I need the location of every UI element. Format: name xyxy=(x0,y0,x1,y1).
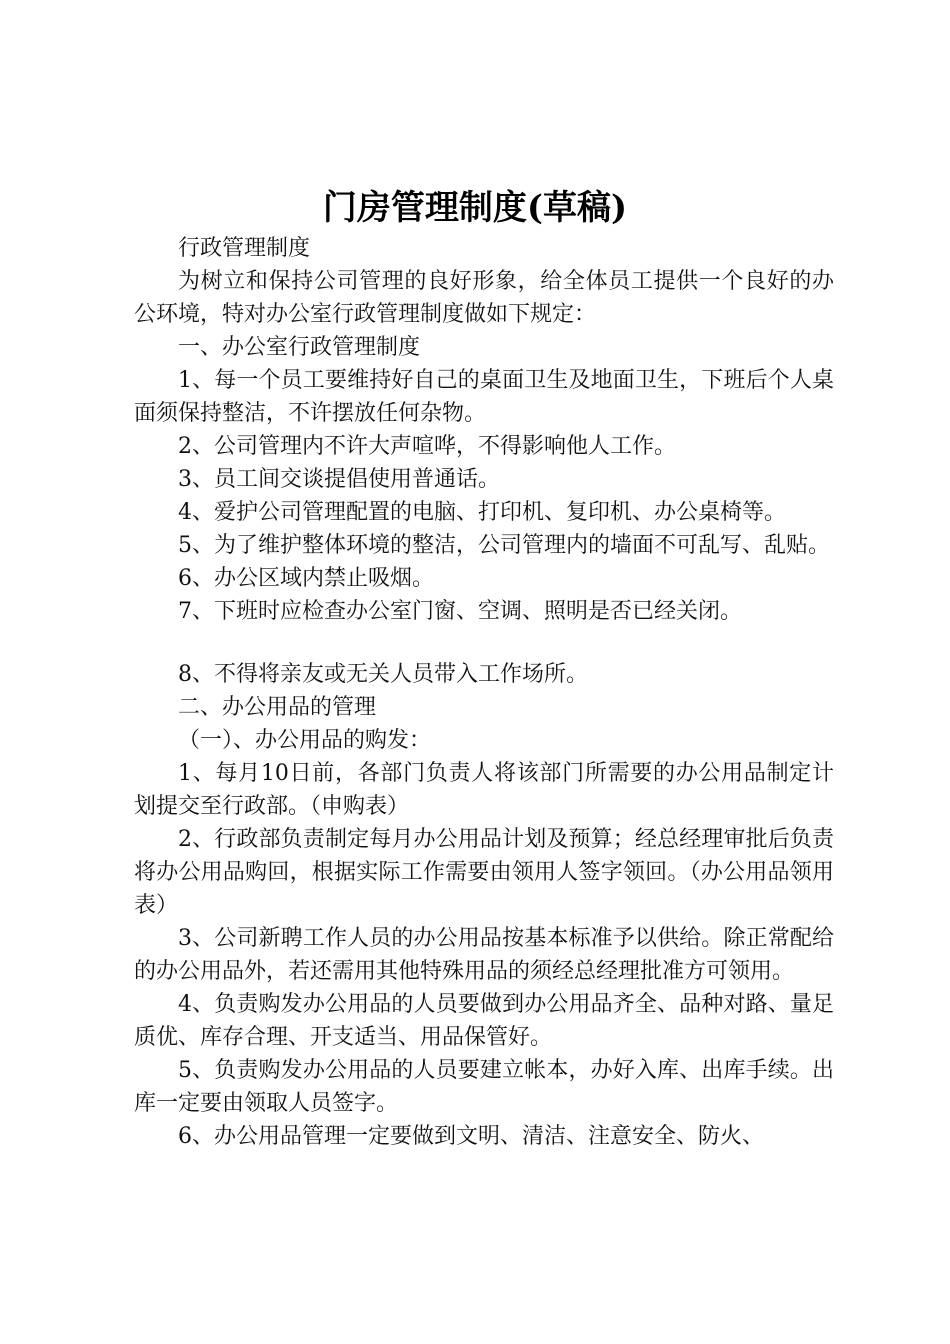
document-title: 门房管理制度(草稿) xyxy=(322,188,628,228)
paragraph-heading-admin: 行政管理制度 xyxy=(178,236,311,261)
section-heading-2: 二、办公用品的管理 xyxy=(178,695,377,720)
supply-item-5: 5、负责购发办公用品的人员要建立帐本，办好入库、出库手续。出库一定要由领取人员签字。 xyxy=(134,1058,834,1116)
rule-item-1: 1、每一个员工要维持好自己的桌面卫生及地面卫生，下班后个人桌面须保持整洁，不许摆放任何杂物。 xyxy=(134,368,834,426)
rule-item-2: 2、公司管理内不许大声喧哗，不得影响他人工作。 xyxy=(178,434,676,459)
document-body xyxy=(134,232,834,1153)
supply-item-1: 1、每月10日前，各部门负责人将该部门所需要的办公用品制定计划提交至行政部。（申购表） xyxy=(134,761,834,819)
supply-item-3: 3、公司新聘工作人员的办公用品按基本标准予以供给。除正常配给的办公用品外，若还需用其他特殊用品的须经总经理批准方可领用。 xyxy=(134,926,834,984)
rule-item-8: 8、不得将亲友或无关人员带入工作场所。 xyxy=(178,662,588,687)
rule-item-7: 7、下班时应检查办公室门窗、空调、照明是否已经关闭。 xyxy=(178,599,742,624)
supply-item-4: 4、负责购发办公用品的人员要做到办公用品齐全、品种对路、量足质优、库存合理、开支适当、用品保管好。 xyxy=(134,992,834,1050)
supply-item-6: 6、办公用品管理一定要做到文明、清洁、注意安全、防火、 xyxy=(178,1124,764,1149)
rule-item-6: 6、办公区域内禁止吸烟。 xyxy=(178,566,434,591)
subsection-heading-1: （一）、办公用品的购发： xyxy=(178,728,432,753)
section-heading-1: 一、办公室行政管理制度 xyxy=(178,335,421,360)
rule-item-3: 3、员工间交谈提倡使用普通话。 xyxy=(178,467,500,492)
rule-item-5: 5、为了维护整体环境的整洁，公司管理内的墙面不可乱写、乱贴。 xyxy=(178,533,830,558)
supply-item-2: 2、行政部负责制定每月办公用品计划及预算；经总经理审批后负责将办公用品购回，根据实际工作需要由领用人签字领回。（办公用品领用表） xyxy=(134,827,834,918)
paragraph-intro: 为树立和保持公司管理的良好形象，给全体员工提供一个良好的办公环境，特对办公室行政管理制度做如下规定： xyxy=(134,269,834,327)
rule-item-4: 4、爱护公司管理配置的电脑、打印机、复印机、办公桌椅等。 xyxy=(178,500,786,525)
